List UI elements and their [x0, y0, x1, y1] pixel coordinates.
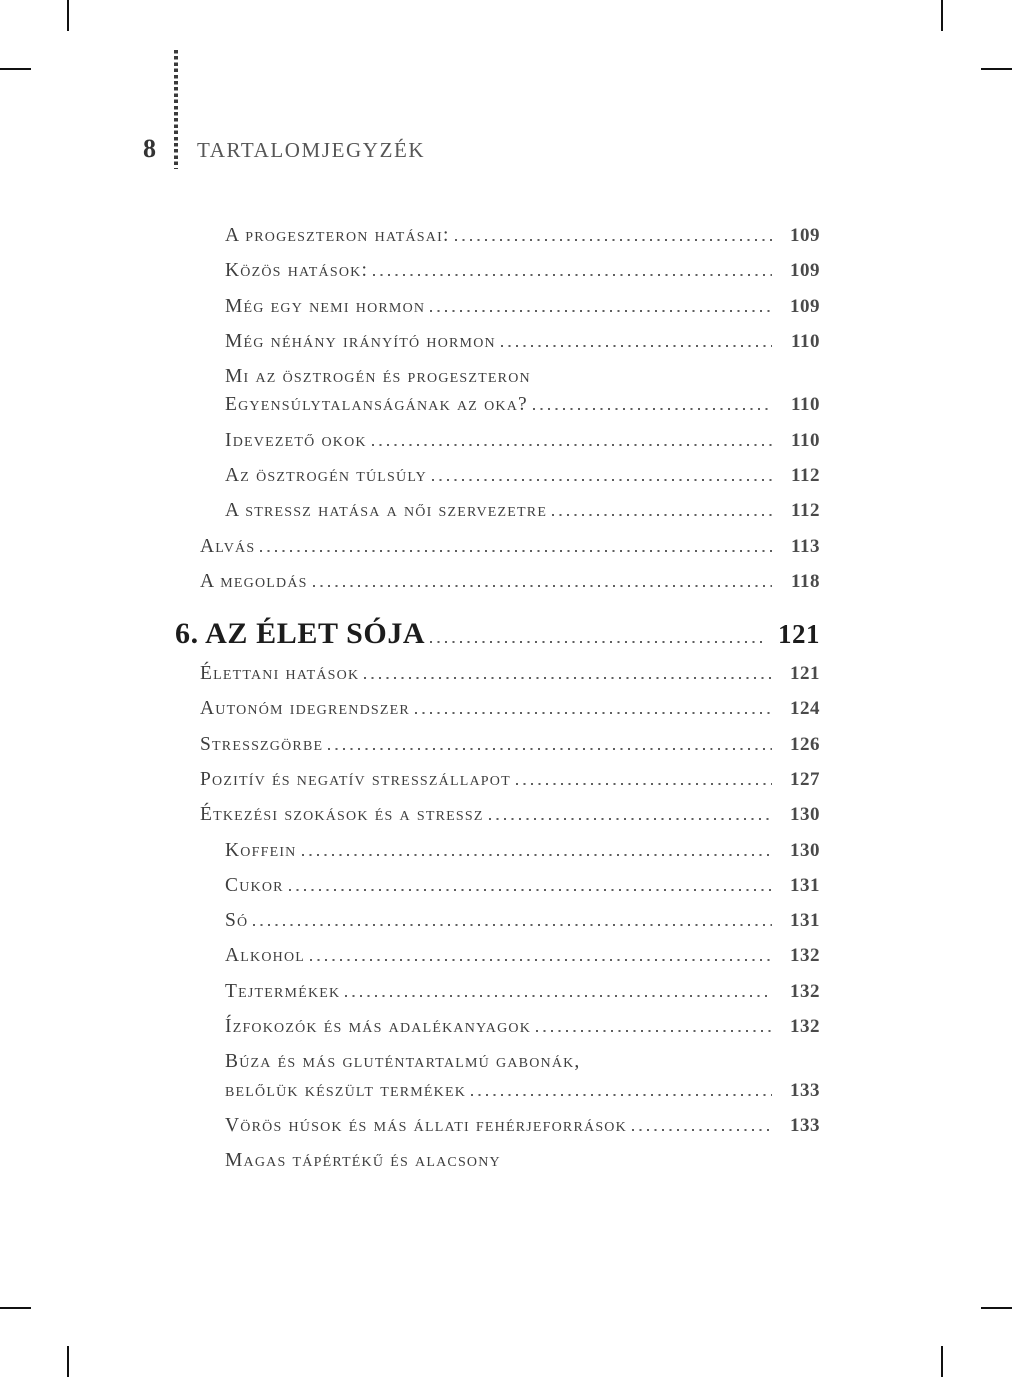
- dot-leader: [471, 1094, 772, 1096]
- entry-label: Ízfokozók és más adalékanyagok: [225, 1016, 532, 1038]
- entry-label: Koffein: [225, 839, 297, 861]
- entry-label: Alvás: [200, 535, 256, 557]
- toc-entry: [175, 568, 820, 596]
- dot-leader: [455, 239, 772, 241]
- entry-label: A progeszteron hatásai:: [225, 225, 450, 246]
- crop-mark-top-left-vertical: [67, 0, 69, 31]
- dot-leader: [489, 818, 772, 820]
- dot-leader: [313, 585, 772, 587]
- entry-label: Még néhány irányító hormon: [225, 330, 496, 352]
- entry-label-line2: belőlük készült termékek: [225, 1079, 467, 1101]
- entry-label: Alkohol: [225, 945, 306, 967]
- crop-mark-bottom-left-vertical: [67, 1346, 69, 1377]
- chapter-heading: [175, 614, 820, 654]
- toc-entry: [175, 801, 820, 829]
- entry-label: Stresszgörbe: [200, 733, 324, 755]
- toc-entry: [175, 1013, 820, 1041]
- entry-page-ref: 118: [791, 570, 820, 592]
- toc-entry: [175, 872, 820, 900]
- crop-mark-bottom-right-horizontal: [981, 1307, 1012, 1309]
- entry-page-ref: 133: [790, 1114, 820, 1136]
- chapter-page-ref: 121: [778, 619, 820, 650]
- entry-page-ref: 132: [790, 1016, 820, 1038]
- dot-leader: [430, 310, 772, 312]
- entry-label: A megoldás: [200, 570, 308, 592]
- crop-mark-bottom-left-horizontal: [0, 1307, 31, 1309]
- entry-page-ref: 113: [791, 535, 820, 557]
- entry-label-line2: Egyensúlytalanságának az oka?: [225, 394, 528, 416]
- toc-entry: [175, 766, 820, 794]
- dot-leader: [364, 677, 772, 679]
- entry-label: Cukor: [225, 874, 284, 896]
- toc-entry: [175, 837, 820, 865]
- dot-leader: [345, 995, 772, 997]
- toc-entry: [175, 293, 820, 321]
- dot-leader: [516, 783, 772, 785]
- toc-entry: [175, 533, 820, 561]
- entry-label: Autonóm idegrendszer: [200, 698, 410, 720]
- dot-leader: [310, 959, 772, 961]
- entry-page-ref: 126: [790, 733, 820, 755]
- dot-leader: [430, 641, 766, 643]
- toc-entry: [175, 363, 820, 419]
- entry-page-ref: 110: [791, 394, 820, 416]
- toc-entry: [175, 907, 820, 935]
- toc-entry: [175, 497, 820, 525]
- entry-label: Élettani hatások: [200, 663, 360, 685]
- dot-leader: [501, 345, 772, 347]
- entry-page-ref: 109: [790, 295, 820, 317]
- dot-leader: [432, 479, 772, 481]
- entry-label: Vörös húsok és más állati fehérjeforrások: [225, 1114, 627, 1136]
- entry-label: Még egy nemi hormon: [225, 295, 426, 317]
- toc-entry: [175, 1048, 820, 1104]
- entry-page-ref: 132: [790, 980, 820, 1002]
- crop-mark-top-right-horizontal: [981, 68, 1012, 70]
- entry-label: Az ösztrogén túlsúly: [225, 464, 427, 486]
- entry-label: Idevezető okok: [225, 429, 367, 451]
- entry-page-ref: 121: [790, 663, 820, 685]
- dot-leader: [415, 712, 772, 714]
- toc-entry: [175, 942, 820, 970]
- entry-page-ref: 127: [790, 768, 820, 790]
- dot-leader: [533, 408, 772, 410]
- toc-list: [175, 222, 820, 1182]
- toc-entry: [175, 1147, 820, 1175]
- crop-mark-top-right-vertical: [941, 0, 943, 31]
- toc-entry: [175, 328, 820, 356]
- header-dotted-rule: [174, 50, 178, 169]
- entry-page-ref: 112: [791, 464, 820, 486]
- entry-label: Búza és más gluténtartalmú gabonák,: [225, 1051, 581, 1073]
- toc-entry: [175, 427, 820, 455]
- entry-page-ref: 110: [791, 330, 820, 352]
- entry-label: Közös hatások:: [225, 260, 369, 282]
- dot-leader: [260, 550, 772, 552]
- entry-page-ref: 109: [790, 260, 820, 282]
- entry-page-ref: 131: [790, 874, 820, 896]
- entry-page-ref: 112: [791, 500, 820, 522]
- toc-entry: [175, 462, 820, 490]
- entry-label: Mi az ösztrogén és progeszteron: [225, 366, 531, 388]
- toc-entry: [175, 978, 820, 1006]
- entry-page-ref: 110: [791, 429, 820, 451]
- dot-leader: [552, 514, 772, 516]
- running-title: TARTALOMJEGYZÉK: [197, 138, 426, 162]
- entry-page-ref: 109: [790, 225, 820, 246]
- entry-label: A stressz hatása a női szervezetre: [225, 500, 548, 522]
- toc-entry: [175, 695, 820, 723]
- toc-entry: [175, 1112, 820, 1140]
- dot-leader: [632, 1129, 772, 1131]
- entry-label: Tejtermékek: [225, 980, 341, 1002]
- entry-label: Pozitív és negatív stresszállapot: [200, 768, 511, 790]
- crop-mark-top-left-horizontal: [0, 68, 31, 70]
- toc-entry: [175, 660, 820, 688]
- entry-label: Étkezési szokások és a stressz: [200, 804, 484, 826]
- dot-leader: [289, 889, 772, 891]
- entry-page-ref: 131: [790, 910, 820, 932]
- toc-entry: [175, 731, 820, 759]
- dot-leader: [328, 748, 772, 750]
- dot-leader: [373, 274, 772, 276]
- entry-page-ref: 130: [790, 839, 820, 861]
- entry-page-ref: 124: [790, 698, 820, 720]
- page-number: 8: [143, 134, 156, 163]
- entry-page-ref: 132: [790, 945, 820, 967]
- dot-leader: [302, 854, 773, 856]
- dot-leader: [253, 924, 772, 926]
- entry-page-ref: 130: [790, 804, 820, 826]
- toc-entry: [175, 222, 820, 250]
- chapter-title: 6. AZ ÉLET SÓJA: [175, 617, 426, 651]
- entry-page-ref: 133: [790, 1079, 820, 1101]
- toc-entry: [175, 257, 820, 285]
- dot-leader: [372, 444, 772, 446]
- crop-mark-bottom-right-vertical: [941, 1346, 943, 1377]
- dot-leader: [536, 1030, 772, 1032]
- entry-label: Só: [225, 910, 249, 932]
- entry-label: Magas tápértékű és alacsony: [225, 1150, 501, 1172]
